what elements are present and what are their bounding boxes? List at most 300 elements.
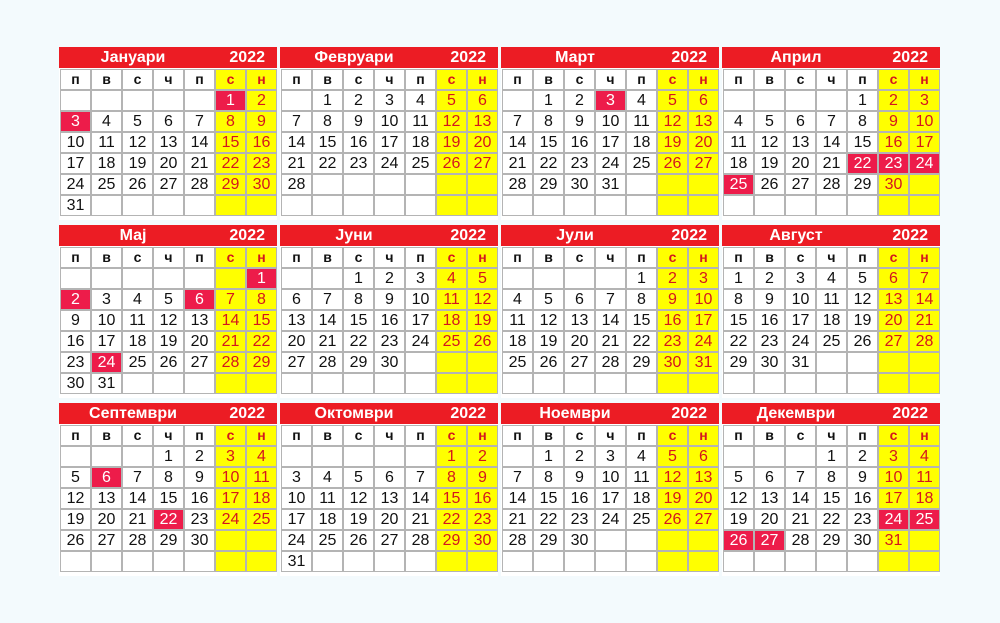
day-cell: 15 (533, 132, 564, 153)
empty-cell (626, 530, 657, 551)
month-name: Август (769, 227, 823, 244)
day-cell: 11 (122, 310, 153, 331)
day-cell: 6 (564, 289, 595, 310)
day-cell: 3 (281, 467, 312, 488)
day-cell: 18 (626, 132, 657, 153)
day-cell: 26 (153, 352, 184, 373)
weekday-label: н (467, 425, 498, 446)
weekday-label: п (281, 247, 312, 268)
month-header (280, 225, 498, 246)
weekend-day-cell: 4 (436, 268, 467, 289)
weekday-label: п (502, 69, 533, 90)
day-cell: 6 (153, 111, 184, 132)
empty-cell (816, 373, 847, 394)
month-header (280, 47, 498, 68)
weekend-day-cell: 5 (467, 268, 498, 289)
day-cell: 21 (595, 331, 626, 352)
day-cell: 27 (184, 352, 215, 373)
weekend-day-cell: 12 (657, 467, 688, 488)
empty-cell (405, 446, 436, 467)
day-cell: 1 (533, 90, 564, 111)
weekday-label: с (785, 69, 816, 90)
day-cell: 8 (153, 467, 184, 488)
day-cell: 17 (405, 310, 436, 331)
empty-cell (246, 373, 277, 394)
empty-cell (246, 530, 277, 551)
month-header (501, 403, 719, 424)
day-cell: 5 (343, 467, 374, 488)
empty-cell (91, 268, 122, 289)
day-cell: 13 (374, 488, 405, 509)
day-cell: 12 (343, 488, 374, 509)
empty-cell (688, 373, 719, 394)
weekend-day-cell: 13 (878, 289, 909, 310)
weekday-label: с (436, 69, 467, 90)
empty-cell (502, 268, 533, 289)
day-cell: 28 (405, 530, 436, 551)
empty-cell (184, 551, 215, 572)
day-cell: 23 (184, 509, 215, 530)
day-cell: 14 (281, 132, 312, 153)
month-year: 2022 (229, 227, 265, 244)
empty-cell (467, 352, 498, 373)
weekend-day-cell: 16 (878, 132, 909, 153)
day-cell: 9 (564, 467, 595, 488)
month-year: 2022 (450, 49, 486, 66)
day-cell: 17 (91, 331, 122, 352)
month-name: Ноември (539, 405, 611, 422)
empty-cell (436, 551, 467, 572)
day-cell: 4 (502, 289, 533, 310)
day-cell: 10 (60, 132, 91, 153)
month-year: 2022 (892, 49, 928, 66)
day-cell: 5 (60, 467, 91, 488)
empty-cell (60, 446, 91, 467)
weekend-day-cell: 17 (878, 488, 909, 509)
holiday-day-cell: 1 (215, 90, 246, 111)
weekend-day-cell: 4 (246, 446, 277, 467)
day-cell: 15 (847, 132, 878, 153)
empty-cell (816, 352, 847, 373)
weekend-day-cell: 1 (436, 446, 467, 467)
month-block (59, 403, 277, 576)
weekend-day-cell: 14 (909, 289, 940, 310)
day-cell: 28 (785, 530, 816, 551)
empty-cell (91, 195, 122, 216)
empty-cell (281, 446, 312, 467)
empty-cell (847, 352, 878, 373)
empty-cell (467, 174, 498, 195)
weekday-label: н (688, 247, 719, 268)
weekend-day-cell: 9 (246, 111, 277, 132)
weekday-label: п (184, 69, 215, 90)
weekend-day-cell: 15 (436, 488, 467, 509)
day-cell: 1 (723, 268, 754, 289)
day-cell: 28 (122, 530, 153, 551)
empty-cell (153, 373, 184, 394)
weekday-label: н (246, 247, 277, 268)
day-cell: 31 (281, 551, 312, 572)
day-cell: 29 (847, 174, 878, 195)
weekend-day-cell: 21 (909, 310, 940, 331)
weekend-day-cell: 11 (436, 289, 467, 310)
day-cell: 26 (847, 331, 878, 352)
day-cell: 15 (723, 310, 754, 331)
day-cell: 11 (626, 467, 657, 488)
day-cell: 18 (312, 509, 343, 530)
empty-cell (281, 90, 312, 111)
day-cell: 30 (564, 174, 595, 195)
holiday-day-cell: 6 (184, 289, 215, 310)
day-cell: 5 (533, 289, 564, 310)
day-cell: 13 (785, 132, 816, 153)
day-cell: 7 (502, 111, 533, 132)
empty-cell (502, 373, 533, 394)
day-cell: 18 (502, 331, 533, 352)
weekend-day-cell: 18 (246, 488, 277, 509)
empty-cell (215, 551, 246, 572)
weekday-label: п (847, 425, 878, 446)
empty-cell (405, 195, 436, 216)
day-cell: 7 (405, 467, 436, 488)
day-cell: 28 (502, 530, 533, 551)
day-cell: 31 (91, 373, 122, 394)
day-cell: 23 (564, 153, 595, 174)
weekend-day-cell: 7 (215, 289, 246, 310)
day-cell: 10 (281, 488, 312, 509)
weekend-day-cell: 8 (436, 467, 467, 488)
month-name: Февруари (314, 49, 394, 66)
weekend-day-cell: 30 (246, 174, 277, 195)
month-header (59, 225, 277, 246)
empty-cell (374, 195, 405, 216)
empty-cell (343, 551, 374, 572)
holiday-day-cell: 3 (60, 111, 91, 132)
empty-cell (909, 373, 940, 394)
empty-cell (184, 195, 215, 216)
day-cell: 2 (564, 90, 595, 111)
empty-cell (754, 551, 785, 572)
day-cell: 9 (374, 289, 405, 310)
weekend-day-cell: 31 (688, 352, 719, 373)
day-cell: 24 (405, 331, 436, 352)
weekend-day-cell: 8 (215, 111, 246, 132)
day-cell: 19 (343, 509, 374, 530)
weekend-day-cell: 13 (688, 111, 719, 132)
weekend-day-cell: 10 (909, 111, 940, 132)
day-cell: 10 (374, 111, 405, 132)
weekend-day-cell: 10 (215, 467, 246, 488)
empty-cell (246, 195, 277, 216)
weekend-day-cell: 31 (878, 530, 909, 551)
day-cell: 19 (533, 331, 564, 352)
weekend-day-cell: 17 (909, 132, 940, 153)
year-calendar-grid (59, 47, 941, 576)
day-cell: 11 (91, 132, 122, 153)
empty-cell (878, 352, 909, 373)
month-header (59, 47, 277, 68)
day-cell: 23 (343, 153, 374, 174)
empty-cell (847, 195, 878, 216)
weekday-label: н (688, 69, 719, 90)
weekday-label: с (343, 247, 374, 268)
weekend-day-cell: 17 (688, 310, 719, 331)
day-cell: 30 (374, 352, 405, 373)
empty-cell (909, 174, 940, 195)
empty-cell (436, 174, 467, 195)
month-block (501, 225, 719, 398)
holiday-day-cell: 22 (153, 509, 184, 530)
weekday-label: н (246, 69, 277, 90)
empty-cell (374, 373, 405, 394)
empty-cell (626, 551, 657, 572)
weekday-label: ч (816, 69, 847, 90)
day-cell: 26 (60, 530, 91, 551)
day-cell: 28 (816, 174, 847, 195)
day-cell: 2 (754, 268, 785, 289)
empty-cell (533, 373, 564, 394)
day-cell: 17 (60, 153, 91, 174)
day-cell: 28 (312, 352, 343, 373)
weekend-day-cell: 10 (688, 289, 719, 310)
day-cell: 1 (816, 446, 847, 467)
day-cell: 9 (60, 310, 91, 331)
empty-cell (595, 551, 626, 572)
day-cell: 25 (502, 352, 533, 373)
day-cell: 25 (816, 331, 847, 352)
month-year: 2022 (229, 405, 265, 422)
day-cell: 18 (122, 331, 153, 352)
weekend-day-cell: 15 (215, 132, 246, 153)
day-cell: 29 (153, 530, 184, 551)
month-header (722, 403, 940, 424)
day-cell: 8 (847, 111, 878, 132)
day-cell: 16 (754, 310, 785, 331)
weekend-day-cell: 25 (436, 331, 467, 352)
weekday-label: с (564, 425, 595, 446)
weekday-label: с (564, 247, 595, 268)
day-cell: 29 (626, 352, 657, 373)
day-cell: 28 (184, 174, 215, 195)
weekday-label: с (878, 425, 909, 446)
day-cell: 12 (754, 132, 785, 153)
weekend-day-cell: 21 (215, 331, 246, 352)
day-cell: 8 (533, 467, 564, 488)
weekend-day-cell: 3 (688, 268, 719, 289)
empty-cell (374, 174, 405, 195)
weekday-label: с (215, 425, 246, 446)
empty-cell (909, 352, 940, 373)
weekend-day-cell: 5 (657, 90, 688, 111)
day-cell: 16 (184, 488, 215, 509)
empty-cell (688, 174, 719, 195)
holiday-day-cell: 2 (60, 289, 91, 310)
empty-cell (184, 373, 215, 394)
empty-cell (436, 352, 467, 373)
weekday-label: н (909, 69, 940, 90)
day-cell: 25 (122, 352, 153, 373)
day-cell: 25 (626, 153, 657, 174)
day-cell: 19 (122, 153, 153, 174)
empty-cell (467, 373, 498, 394)
weekend-day-cell: 13 (688, 467, 719, 488)
day-cell: 28 (502, 174, 533, 195)
day-cell: 15 (533, 488, 564, 509)
empty-cell (405, 174, 436, 195)
day-cell: 29 (533, 174, 564, 195)
day-cell: 12 (533, 310, 564, 331)
empty-cell (91, 446, 122, 467)
weekday-label: п (723, 69, 754, 90)
day-cell: 9 (564, 111, 595, 132)
day-cell: 9 (343, 111, 374, 132)
month-header (722, 47, 940, 68)
empty-cell (374, 446, 405, 467)
day-cell: 13 (91, 488, 122, 509)
day-cell: 22 (533, 153, 564, 174)
day-cell: 19 (153, 331, 184, 352)
day-cell: 1 (153, 446, 184, 467)
day-cell: 5 (847, 268, 878, 289)
weekend-day-cell: 16 (467, 488, 498, 509)
month-year: 2022 (450, 405, 486, 422)
month-year: 2022 (892, 405, 928, 422)
day-cell: 20 (785, 153, 816, 174)
day-cell: 16 (374, 310, 405, 331)
weekday-label: п (281, 425, 312, 446)
day-cell: 7 (816, 111, 847, 132)
day-cell: 14 (502, 132, 533, 153)
day-cell: 4 (723, 111, 754, 132)
weekday-label: с (122, 425, 153, 446)
holiday-day-cell: 25 (723, 174, 754, 195)
day-cell: 4 (626, 446, 657, 467)
day-cell: 26 (343, 530, 374, 551)
weekend-day-cell: 2 (878, 90, 909, 111)
day-cell: 13 (153, 132, 184, 153)
empty-cell (312, 373, 343, 394)
weekday-label: с (785, 425, 816, 446)
empty-cell (754, 446, 785, 467)
empty-cell (405, 551, 436, 572)
empty-cell (785, 195, 816, 216)
day-cell: 14 (184, 132, 215, 153)
weekend-day-cell: 4 (909, 446, 940, 467)
day-cell: 27 (785, 174, 816, 195)
month-year: 2022 (671, 405, 707, 422)
day-cell: 18 (626, 488, 657, 509)
empty-cell (467, 551, 498, 572)
empty-cell (754, 195, 785, 216)
holiday-day-cell: 27 (754, 530, 785, 551)
day-cell: 3 (374, 90, 405, 111)
empty-cell (374, 551, 405, 572)
empty-cell (688, 530, 719, 551)
weekday-label: п (405, 247, 436, 268)
day-cell: 12 (122, 132, 153, 153)
weekend-day-cell: 2 (246, 90, 277, 111)
day-cell: 19 (847, 310, 878, 331)
day-cell: 2 (343, 90, 374, 111)
weekend-day-cell: 20 (688, 132, 719, 153)
day-cell: 24 (595, 153, 626, 174)
holiday-day-cell: 24 (909, 153, 940, 174)
day-cell: 8 (343, 289, 374, 310)
empty-cell (626, 195, 657, 216)
weekday-label: н (909, 247, 940, 268)
day-cell: 6 (785, 111, 816, 132)
weekend-day-cell: 18 (436, 310, 467, 331)
weekend-day-cell: 26 (657, 153, 688, 174)
day-cell: 29 (723, 352, 754, 373)
weekend-day-cell: 22 (215, 153, 246, 174)
empty-cell (878, 373, 909, 394)
weekday-label: с (215, 247, 246, 268)
day-cell: 20 (374, 509, 405, 530)
day-cell: 31 (60, 195, 91, 216)
empty-cell (785, 373, 816, 394)
day-cell: 17 (785, 310, 816, 331)
empty-cell (909, 530, 940, 551)
weekend-day-cell: 9 (467, 467, 498, 488)
weekday-label: н (909, 425, 940, 446)
day-cell: 7 (281, 111, 312, 132)
month-block (722, 225, 940, 398)
day-cell: 31 (595, 174, 626, 195)
day-cell: 4 (816, 268, 847, 289)
day-cell: 3 (785, 268, 816, 289)
day-cell: 19 (754, 153, 785, 174)
weekday-label: н (467, 247, 498, 268)
weekend-day-cell: 24 (215, 509, 246, 530)
empty-cell (153, 195, 184, 216)
empty-cell (343, 195, 374, 216)
day-cell: 28 (281, 174, 312, 195)
empty-cell (816, 90, 847, 111)
weekday-label: ч (595, 247, 626, 268)
day-cell: 26 (533, 352, 564, 373)
day-cell: 10 (91, 310, 122, 331)
weekday-label: п (60, 425, 91, 446)
weekend-day-cell: 5 (436, 90, 467, 111)
month-block (722, 403, 940, 576)
month-name: Јуни (335, 227, 373, 244)
day-cell: 5 (723, 467, 754, 488)
weekday-label: с (436, 247, 467, 268)
empty-cell (847, 373, 878, 394)
empty-cell (878, 551, 909, 572)
weekend-day-cell: 2 (467, 446, 498, 467)
day-cell: 15 (816, 488, 847, 509)
day-cell: 12 (153, 310, 184, 331)
month-block (59, 225, 277, 398)
month-name: Мај (119, 227, 147, 244)
day-cell: 20 (91, 509, 122, 530)
weekday-label: в (533, 425, 564, 446)
holiday-day-cell: 22 (847, 153, 878, 174)
weekday-label: ч (595, 425, 626, 446)
day-cell: 8 (723, 289, 754, 310)
month-header (501, 47, 719, 68)
day-cell: 9 (184, 467, 215, 488)
day-cell: 20 (153, 153, 184, 174)
weekend-day-cell: 11 (909, 467, 940, 488)
weekday-label: н (688, 425, 719, 446)
day-cell: 15 (343, 310, 374, 331)
empty-cell (595, 373, 626, 394)
weekday-label: ч (153, 425, 184, 446)
day-cell: 12 (847, 289, 878, 310)
